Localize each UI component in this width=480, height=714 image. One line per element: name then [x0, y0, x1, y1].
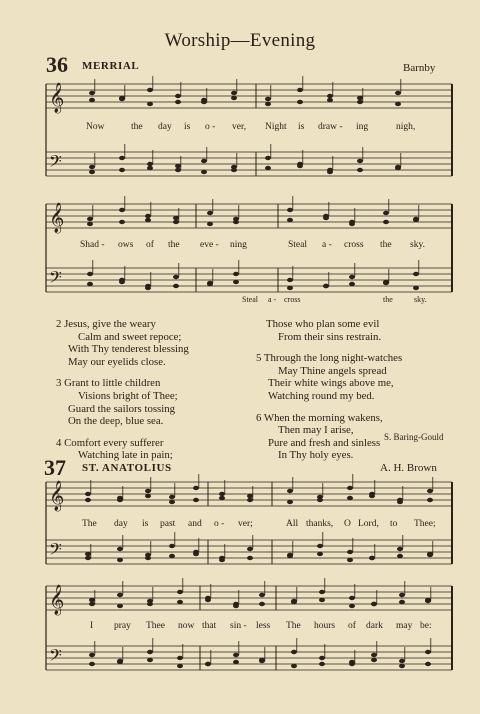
lyric-syllable: the: [380, 240, 392, 250]
note-head: [369, 556, 375, 560]
lyric-syllable: Shad -: [80, 240, 105, 250]
lyric-syllable: ing: [356, 122, 369, 132]
lyric-syllable: pray: [114, 621, 131, 631]
lyric-syllable: sky.: [414, 295, 427, 304]
note-head: [201, 170, 207, 174]
lyric-syllable: Now: [86, 122, 105, 132]
bass-clef: 𝄢: [49, 267, 62, 291]
note-head: [231, 91, 237, 95]
note-head: [383, 220, 389, 224]
lyric-syllable: Thee;: [414, 519, 436, 529]
note-head: [349, 660, 355, 664]
note-head: [287, 500, 293, 504]
verse-line: Watching round my bed.: [268, 389, 375, 402]
note-head: [207, 282, 213, 286]
note-head: [349, 222, 355, 226]
lyric-syllable: hours: [314, 621, 336, 631]
lyric-syllable: ver,: [232, 122, 247, 132]
note-head: [265, 166, 271, 170]
note-head: [169, 554, 175, 558]
note-head: [327, 94, 333, 98]
note-head: [259, 602, 265, 606]
note-head: [177, 600, 183, 604]
note-head: [287, 554, 293, 558]
note-head: [357, 159, 363, 163]
note-head: [89, 662, 95, 666]
note-head: [175, 100, 181, 104]
note-head: [357, 168, 363, 172]
note-head: [395, 91, 401, 95]
verse-line: When the morning wakens,: [263, 411, 383, 424]
note-head: [119, 280, 125, 284]
note-head: [233, 660, 239, 664]
note-head: [327, 170, 333, 174]
note-head: [425, 598, 431, 602]
note-head: [147, 166, 153, 170]
note-head: [399, 659, 405, 663]
note-head: [147, 162, 153, 166]
verse-line: In Thy holy eyes.: [278, 449, 354, 462]
lyric-syllable: ning: [230, 240, 247, 250]
note-head: [205, 662, 211, 666]
note-head: [119, 208, 125, 212]
verse-4: [56, 437, 189, 462]
lyric-syllable: is: [184, 122, 191, 132]
lyric-syllable: the: [168, 240, 180, 250]
note-head: [175, 94, 181, 98]
treble-clef: 𝄞: [49, 481, 65, 511]
note-head: [173, 275, 179, 279]
note-head: [147, 102, 153, 106]
lyric-syllable: cross: [344, 240, 364, 250]
lyric-syllable: o -: [205, 122, 216, 132]
lyric-syllable: and: [188, 519, 202, 529]
lyric-syllable: be:: [420, 621, 432, 631]
lyric-syllable: past: [160, 519, 176, 529]
lyric-syllable: less: [256, 621, 271, 631]
note-head: [117, 660, 123, 664]
lyric-syllable: of: [146, 240, 154, 250]
note-head: [85, 498, 91, 502]
note-head: [427, 489, 433, 493]
verse-line: On the deep, blue sea.: [68, 415, 164, 428]
note-head: [85, 552, 91, 556]
note-head: [147, 658, 153, 662]
note-head: [259, 593, 265, 597]
note-head: [383, 280, 389, 284]
note-head: [87, 282, 93, 286]
note-head: [117, 604, 123, 608]
note-head: [193, 552, 199, 556]
lyric-syllable: cross: [284, 295, 301, 304]
note-head: [291, 600, 297, 604]
lyric-syllable: All: [286, 519, 299, 529]
note-head: [259, 658, 265, 662]
hymn-36-number: 36: [46, 52, 68, 77]
lyric-syllable: day: [114, 519, 128, 529]
note-head: [145, 489, 151, 493]
verse-line: Comfort every sufferer: [64, 436, 164, 449]
verse-line: Their white wings above me,: [268, 377, 394, 390]
lyric-syllable: Steal: [288, 240, 307, 250]
note-head: [247, 556, 253, 560]
note-head: [117, 593, 123, 597]
note-head: [397, 554, 403, 558]
note-head: [233, 604, 239, 608]
note-head: [87, 272, 93, 276]
note-head: [399, 593, 405, 597]
note-head: [247, 498, 253, 502]
verse-line: May our eyelids close.: [68, 355, 166, 368]
note-head: [317, 552, 323, 556]
verse-line: With Thy tenderest blessing: [68, 343, 189, 356]
lyric-syllable: Steal: [242, 295, 258, 304]
note-head: [395, 102, 401, 106]
note-head: [413, 286, 419, 290]
note-head: [233, 272, 239, 276]
verse-line: Grant to little children: [64, 377, 161, 390]
lyric-syllable: now: [178, 621, 195, 631]
verse-3: [56, 377, 189, 427]
lyric-syllable: that: [202, 621, 217, 631]
note-head: [427, 498, 433, 502]
note-head: [317, 544, 323, 548]
lyric-syllable: nigh,: [396, 122, 416, 132]
lyric-syllable: may: [396, 621, 413, 631]
note-head: [291, 664, 297, 668]
note-head: [147, 88, 153, 92]
note-head: [219, 496, 225, 500]
note-head: [119, 156, 125, 160]
verses-left-column: [56, 318, 189, 462]
lyric-syllable: ver;: [238, 519, 253, 529]
note-head: [399, 664, 405, 668]
verse-line: Through the long night-watches: [263, 352, 403, 365]
note-head: [147, 650, 153, 654]
verse-number: 5: [256, 352, 262, 365]
note-head: [89, 91, 95, 95]
note-head: [369, 494, 375, 498]
note-head: [169, 500, 175, 504]
note-head: [193, 498, 199, 502]
note-head: [117, 496, 123, 500]
note-head: [231, 96, 237, 100]
hymn-37-composer: A. H. Brown: [380, 462, 437, 474]
verses-right-column: [256, 318, 402, 462]
note-head: [233, 220, 239, 224]
note-head: [117, 547, 123, 551]
lyric-syllable: the: [131, 122, 143, 132]
verse-line: Visions bright of Thee;: [78, 389, 178, 402]
note-head: [265, 97, 271, 101]
note-head: [145, 556, 151, 560]
lyric-syllable: ows: [118, 240, 134, 250]
verse-line: Guard the sailors tossing: [68, 402, 176, 415]
note-head: [287, 278, 293, 282]
lyric-syllable: sky.: [410, 240, 425, 250]
verse-line: May Thine angels spread: [278, 364, 387, 377]
verse-line: Calm and sweet repoce;: [78, 330, 182, 343]
verse-2: [56, 318, 189, 368]
note-head: [247, 547, 253, 551]
note-head: [287, 208, 293, 212]
note-head: [175, 168, 181, 172]
lyric-syllable: a -: [268, 295, 277, 304]
note-head: [119, 168, 125, 172]
lyric-syllable: The: [286, 621, 301, 631]
hymn-36-author: S. Baring-Gould: [384, 432, 444, 442]
verse-line: Then may I arise,: [278, 424, 354, 437]
note-head: [395, 166, 401, 170]
verse-number: 4: [56, 436, 62, 449]
hymn-36-composer: Barnby: [403, 62, 436, 74]
note-head: [327, 98, 333, 102]
treble-clef: 𝄞: [49, 203, 65, 233]
lyric-syllable: Night: [265, 122, 287, 132]
note-head: [169, 495, 175, 499]
note-head: [177, 590, 183, 594]
note-head: [297, 164, 303, 168]
verse-line: Those who plan some evil: [266, 318, 380, 330]
note-head: [89, 598, 95, 602]
lyric-syllable: draw -: [318, 122, 343, 132]
lyric-syllable: The: [82, 519, 97, 529]
verse-6: [256, 412, 402, 462]
note-head: [265, 156, 271, 160]
note-head: [175, 164, 181, 168]
note-head: [413, 218, 419, 222]
verse-5: [256, 352, 402, 402]
note-head: [347, 550, 353, 554]
lyric-syllable: o -: [214, 519, 225, 529]
hymn-37-number: 37: [44, 455, 66, 480]
note-head: [323, 216, 329, 220]
verse-number: 6: [256, 411, 262, 424]
treble-clef: 𝄞: [49, 585, 65, 615]
note-head: [85, 492, 91, 496]
page-title: Worship—Evening: [164, 30, 316, 51]
note-head: [145, 286, 151, 290]
note-head: [193, 486, 199, 490]
note-head: [383, 211, 389, 215]
lyric-syllable: I: [90, 621, 94, 631]
note-head: [357, 96, 363, 100]
note-head: [291, 650, 297, 654]
note-head: [347, 558, 353, 562]
note-head: [287, 489, 293, 493]
note-head: [177, 656, 183, 660]
lyric-syllable: dark: [366, 621, 383, 631]
bass-clef: 𝄢: [49, 151, 62, 175]
note-head: [147, 602, 153, 606]
note-head: [89, 602, 95, 606]
note-head: [231, 168, 237, 172]
note-head: [349, 604, 355, 608]
note-head: [89, 170, 95, 174]
note-head: [349, 275, 355, 279]
lyric-syllable: eve -: [200, 240, 219, 250]
note-head: [169, 544, 175, 548]
note-head: [205, 598, 211, 602]
note-head: [397, 547, 403, 551]
note-head: [145, 218, 151, 222]
note-head: [87, 222, 93, 226]
verse-line: Watching late in pain;: [78, 449, 173, 462]
note-head: [219, 558, 225, 562]
note-head: [371, 658, 377, 662]
note-head: [89, 98, 95, 102]
note-head: [219, 492, 225, 496]
lyric-syllable: Thee: [146, 621, 165, 631]
note-head: [233, 280, 239, 284]
lyric-syllable: is: [142, 519, 149, 529]
note-head: [319, 598, 325, 602]
note-head: [425, 650, 431, 654]
lyric-syllable: the: [383, 295, 393, 304]
treble-clef: 𝄞: [49, 83, 65, 113]
verse-line: From their sins restrain.: [278, 330, 382, 343]
note-head: [287, 218, 293, 222]
note-head: [319, 656, 325, 660]
verse-line: Jesus, give the weary: [64, 318, 156, 330]
hymn-37-tune: ST. ANATOLIUS: [82, 462, 172, 474]
note-head: [207, 222, 213, 226]
bass-clef: 𝄢: [49, 645, 62, 669]
note-head: [323, 284, 329, 288]
note-head: [201, 159, 207, 163]
lyric-syllable: day: [158, 122, 172, 132]
note-head: [173, 284, 179, 288]
lyric-syllable: O: [344, 519, 351, 529]
note-head: [89, 165, 95, 169]
lyric-syllable: thanks,: [306, 519, 334, 529]
note-head: [413, 272, 419, 276]
verse-number: 2: [56, 318, 62, 330]
lyric-syllable: Lord,: [358, 519, 379, 529]
note-head: [397, 500, 403, 504]
note-head: [145, 214, 151, 218]
lyric-syllable: a -: [322, 240, 332, 250]
note-head: [319, 590, 325, 594]
verse-line: Pure and fresh and sinless: [268, 436, 381, 449]
lyric-syllable: of: [348, 621, 356, 631]
note-head: [287, 286, 293, 290]
note-head: [173, 216, 179, 220]
note-head: [427, 552, 433, 556]
note-head: [425, 662, 431, 666]
hymn-36-tune: MERRIAL: [82, 60, 140, 72]
note-head: [145, 494, 151, 498]
note-head: [85, 556, 91, 560]
note-head: [119, 220, 125, 224]
lyric-syllable: is: [298, 122, 305, 132]
note-head: [177, 664, 183, 668]
lyric-syllable: to: [390, 519, 398, 529]
note-head: [117, 558, 123, 562]
note-head: [317, 498, 323, 502]
note-head: [233, 653, 239, 657]
note-head: [347, 496, 353, 500]
note-head: [265, 102, 271, 106]
note-head: [371, 602, 377, 606]
note-head: [349, 282, 355, 286]
note-head: [347, 486, 353, 490]
note-head: [297, 100, 303, 104]
note-head: [349, 596, 355, 600]
note-head: [89, 653, 95, 657]
note-head: [207, 211, 213, 215]
lyric-syllable: sin -: [230, 621, 247, 631]
verse-number: 3: [56, 377, 62, 390]
note-head: [357, 100, 363, 104]
note-head: [297, 88, 303, 92]
note-head: [371, 653, 377, 657]
note-head: [87, 217, 93, 221]
note-head: [201, 98, 207, 102]
note-head: [119, 96, 125, 100]
bass-clef: 𝄢: [49, 539, 62, 563]
note-head: [319, 662, 325, 666]
note-head: [399, 600, 405, 604]
note-head: [173, 220, 179, 224]
note-head: [247, 494, 253, 498]
verse-4-continued: [256, 318, 402, 343]
